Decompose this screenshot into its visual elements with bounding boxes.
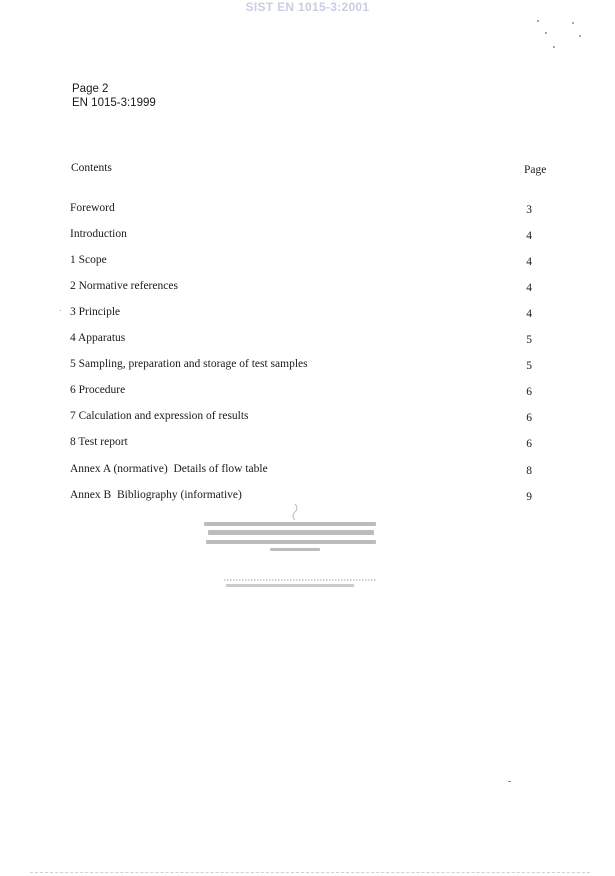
toc-entry-page: 6 bbox=[526, 412, 532, 424]
page-number: Page 2 bbox=[72, 83, 109, 95]
toc-entry-title: 3 Principle bbox=[70, 306, 121, 318]
document-watermark: SIST EN 1015-3:2001 bbox=[245, 0, 370, 14]
bottom-scan-line bbox=[30, 872, 590, 873]
toc-entry-title: 4 Apparatus bbox=[70, 332, 126, 344]
toc-entry-principle bbox=[70, 306, 535, 322]
toc-entry-page: 5 bbox=[526, 334, 532, 346]
scan-speck bbox=[572, 22, 574, 24]
contents-heading: Contents bbox=[71, 162, 112, 174]
toc-entry-annex-a bbox=[70, 463, 535, 479]
toc-entry-title: Foreword bbox=[70, 202, 115, 214]
toc-entry-title: 6 Procedure bbox=[70, 384, 126, 396]
toc-entry-page: 6 bbox=[526, 386, 532, 398]
toc-entry-test-report bbox=[70, 436, 535, 452]
toc-entry-calculation bbox=[70, 410, 535, 426]
toc-entry-page: 4 bbox=[526, 256, 532, 268]
standard-number: EN 1015-3:1999 bbox=[72, 97, 156, 109]
toc-entry-page: 8 bbox=[526, 465, 532, 477]
toc-entry-foreword bbox=[70, 202, 535, 218]
toc-entry-title: 7 Calculation and expression of results bbox=[70, 410, 249, 422]
toc-entry-title: 2 Normative references bbox=[70, 280, 178, 292]
toc-entry-title: Introduction bbox=[70, 228, 127, 240]
toc-entry-title: 5 Sampling, preparation and storage of test samples bbox=[70, 358, 308, 370]
toc-entry-apparatus bbox=[70, 332, 535, 348]
toc-entry-normative-references bbox=[70, 280, 535, 296]
toc-entry-title: 8 Test report bbox=[70, 436, 128, 448]
scan-speck bbox=[545, 32, 547, 34]
scan-speck bbox=[508, 781, 511, 782]
toc-entry-page: 5 bbox=[526, 360, 532, 372]
toc-entry-introduction bbox=[70, 228, 535, 244]
scan-speck bbox=[537, 20, 539, 22]
toc-entry-page: 3 bbox=[526, 204, 532, 216]
toc-entry-page: 6 bbox=[526, 438, 532, 450]
toc-entry-title: Annex A (normative) Details of flow table bbox=[70, 463, 268, 475]
toc-entry-scope bbox=[70, 254, 535, 270]
toc-entry-page: 4 bbox=[526, 282, 532, 294]
scan-speck bbox=[579, 35, 581, 37]
toc-entry-title: Annex B Bibliography (informative) bbox=[70, 489, 242, 501]
toc-entry-procedure bbox=[70, 384, 535, 400]
toc-entry-page: 4 bbox=[526, 308, 532, 320]
toc-entry-sampling bbox=[70, 358, 535, 374]
toc-entry-page: 4 bbox=[526, 230, 532, 242]
scan-speck bbox=[553, 46, 555, 48]
page-column-heading: Page bbox=[524, 164, 547, 176]
library-stamp-image bbox=[200, 500, 380, 600]
toc-entry-page: 9 bbox=[526, 491, 532, 503]
toc-entry-title: 1 Scope bbox=[70, 254, 107, 266]
scan-speck bbox=[60, 310, 61, 311]
